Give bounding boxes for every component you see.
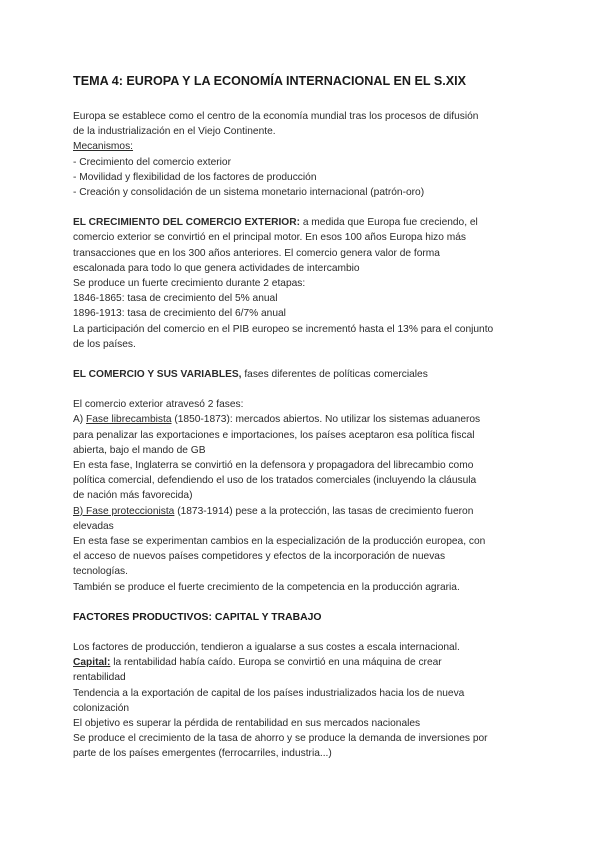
phaseB-rest: (1873-1914) pese a la protección, las tasas de crecimiento fueron (174, 505, 474, 517)
phaseA-text: de nación más favorecida) (73, 490, 193, 502)
section3-heading: FACTORES PRODUCTIVOS: CAPITAL Y TRABAJO (73, 611, 322, 623)
intro-line: Europa se establece como el centro de la economía mundial tras los procesos de difusión (73, 111, 479, 122)
intro-line: de la industrialización en el Viejo Continente. (73, 126, 276, 138)
section3-intro: Los factores de producción, tendieron a igualarse a sus costes a escala internacional. (73, 641, 460, 653)
phaseA-label: Fase librecambista (86, 414, 172, 426)
capital-label: Capital: (73, 657, 111, 669)
section3-body (73, 640, 533, 762)
intro-paragraph (73, 109, 533, 200)
section1-heading-rest: a medida que Europa fue creciendo, el (299, 217, 478, 229)
phaseA-text: En esta fase, Inglaterra se convirtió en la defensora y propagadora del librecambio como (73, 460, 474, 472)
section1-line: transacciones que en los 300 años anteriores. El comercio genera valor de forma (73, 247, 440, 259)
section2-intro: El comercio exterior atravesó 2 fases: (73, 399, 244, 411)
phaseB-text: También se produce el fuerte crecimiento de la competencia en la producción agraria. (73, 581, 460, 593)
phaseA-rest: (1850-1873): mercados abiertos. No utilizar los sistemas aduaneros (171, 414, 481, 426)
section3-line: Tendencia a la exportación de capital de los países industrializados hacia los de nueva (73, 687, 465, 699)
document-page (73, 73, 533, 762)
section1-first-line (73, 215, 533, 230)
phaseA-line (73, 412, 533, 427)
section1-heading: EL CRECIMIENTO DEL COMERCIO EXTERIOR: (73, 217, 300, 229)
phaseB-text: En esta fase se experimentan cambios en la especialización de la producción europea, con (73, 536, 486, 548)
phaseB-line (73, 504, 533, 519)
phaseA-prefix: A) (73, 414, 87, 426)
section3-line: parte de los países emergentes (ferrocarriles, industria...) (73, 748, 332, 760)
phaseB-text: el acceso de nuevos países competidores y efectos de la incorporación de nuevas (73, 551, 446, 563)
mechanism-item: - Crecimiento del comercio exterior (73, 156, 231, 168)
mechanism-item: - Creación y consolidación de un sistema monetario internacional (patrón-oro) (73, 187, 425, 199)
section-comercio-variables (73, 367, 533, 382)
section1-line: de los países. (73, 338, 136, 350)
section2-heading: EL COMERCIO Y SUS VARIABLES, (73, 369, 242, 381)
section1-line: 1896-1913: tasa de crecimiento del 6/7% anual (73, 308, 286, 320)
mechanisms-label: Mecanismos: (73, 141, 134, 153)
phaseB-label: B) Fase proteccionista (73, 505, 175, 517)
document-title: TEMA 4: EUROPA Y LA ECONOMÍA INTERNACIONAL EN EL S.XIX (73, 74, 467, 88)
capital-line (73, 655, 533, 670)
phaseA-text: abierta, bajo el mando de GB (73, 444, 206, 456)
phaseB-text: tecnologías. (73, 566, 128, 578)
section3-line: rentabilidad (73, 672, 126, 684)
section1-line: escalonada para todo lo que genera actividades de intercambio (73, 262, 360, 274)
section1-line: Se produce un fuerte crecimiento durante 2 etapas: (73, 278, 306, 290)
section2-first-line (73, 367, 533, 382)
phaseB-text: elevadas (73, 520, 114, 532)
mechanism-item: - Movilidad y flexibilidad de los factores de producción (73, 171, 317, 183)
section3-line: colonización (73, 702, 130, 714)
section1-line: La participación del comercio en el PIB europeo se incrementó hasta el 13% para el conjunto (73, 323, 494, 335)
section3-line: Se produce el crecimiento de la tasa de ahorro y se produce la demanda de inversiones por (73, 733, 488, 745)
section2-body (73, 397, 533, 595)
capital-rest: la rentabilidad había caído. Europa se convirtió en una máquina de crear (110, 657, 442, 669)
phaseA-text: para penalizar las exportaciones e importaciones, los países aceptaron esa política fiscal (73, 429, 475, 441)
section3-line: El objetivo es superar la pérdida de rentabilidad en sus mercados nacionales (73, 717, 421, 729)
section-comercio-exterior (73, 215, 533, 352)
phaseA-text: política comercial, defendiendo el uso de los tratados comerciales (incluyendo la cláusula (73, 475, 477, 487)
section2-heading-rest: fases diferentes de políticas comerciales (241, 369, 428, 381)
section1-line: 1846-1865: tasa de crecimiento del 5% anual (73, 293, 278, 305)
section1-line: comercio exterior se convirtió en el principal motor. En esos 100 años Europa hizo más (73, 232, 466, 244)
